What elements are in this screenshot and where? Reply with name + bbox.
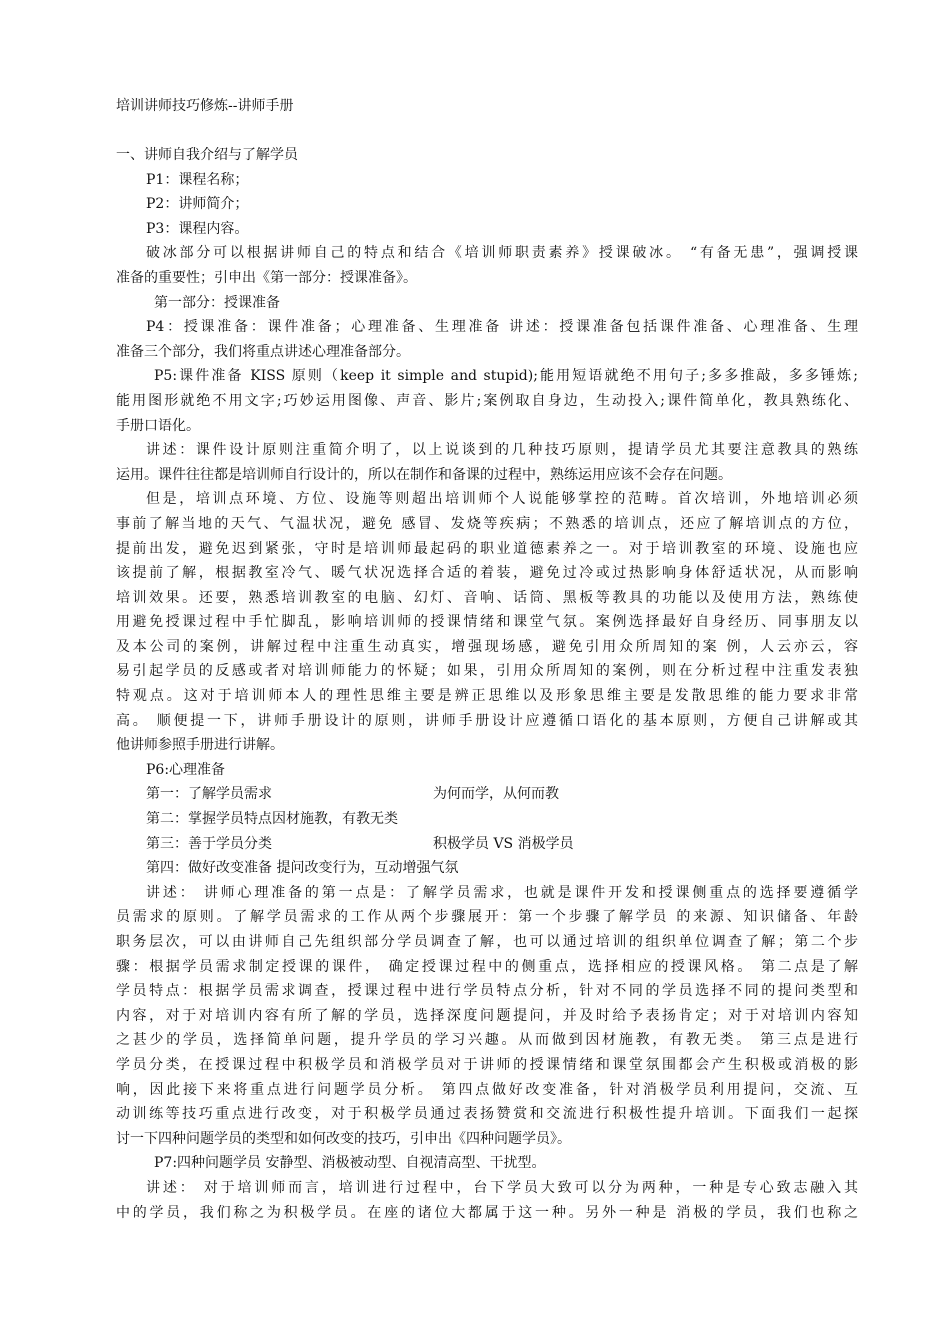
slide-item: P6:心理准备 — [146, 761, 226, 778]
paragraph-line: 准备三个部分，我们将重点讲述心理准备部分。 — [116, 343, 410, 360]
list-item-label: 第三：善于学员分类 — [146, 835, 272, 852]
paragraph-line: 破冰部分可以根据讲师自己的特点和结合《培训师职责素养》授课破冰。 “有备无患”，强调授课 — [146, 245, 858, 262]
paragraph-line: 准备的重要性；引申出《第一部分：授课准备》。 — [116, 269, 417, 286]
paragraph-line: 员需求的原则。了解学员需求的工作从两个步骤展开：第一个步骤了解学员 的来源、知识储备、年龄 — [116, 909, 858, 926]
paragraph-line: 讨一下四种问题学员的类型和如何改变的技巧，引申出《四种问题学员》。 — [116, 1130, 571, 1147]
slide-item: P3：课程内容。 — [146, 220, 249, 237]
document-title: 培训讲师技巧修炼--讲师手册 — [116, 98, 294, 114]
paragraph-line: 中的学员，我们称之为积极学员。在座的诸位大都属于这一种。另外一种是 消极的学员，我们也称之 — [116, 1204, 858, 1221]
paragraph-line: P4：授课准备：课件准备；心理准备、生理准备 讲述：授课准备包括课件准备、心理准备、生理 — [146, 319, 858, 336]
paragraph-line: 讲述： 对于培训师而言，培训进行过程中，台下学员大致可以分为两种，一种是专心致志融入其 — [146, 1179, 858, 1196]
paragraph-line: 骤：根据学员需求制定授课的课件， 确定授课过程中的侧重点，选择相应的授课风格。 第二点是了解 — [116, 958, 858, 975]
slide-item: P1：课程名称； — [146, 171, 249, 188]
part-heading: 第一部分：授课准备 — [154, 294, 280, 311]
paragraph-line: 用避免授课过程中手忙脚乱，影响培训师的授课情绪和课堂气氛。案例选择最好自身经历、同事朋友以 — [116, 614, 858, 631]
list-item: 第二：掌握学员特点因材施教，有教无类 — [146, 811, 398, 828]
paragraph-line: 职务层次，可以由讲师自己先组织部分学员调查了解，也可以通过培训的组织单位调查了解；第二个步 — [116, 934, 858, 950]
document-body — [116, 143, 858, 1225]
list-item: 第四：做好改变准备 提问改变行为，互动增强气氛 — [146, 860, 459, 877]
paragraph-line: 能用图形就绝不用文字;巧妙运用图像、声音、影片;案例取自身边，生动投入;课件简单化，教具熟练化、 — [116, 392, 858, 409]
list-item — [116, 782, 858, 807]
paragraph-line: 培训效果。还要，熟悉培训教室的电脑、幻灯、音响、话筒、黑板等教具的功能以及使用方法，熟练使 — [116, 589, 858, 606]
slide-item: P2：讲师简介； — [146, 196, 249, 213]
paragraph-line: P5:课件准备 KISS 原则（keep it simple and stupid);能用短语就绝不用句子;多多推敲，多多锤炼; — [154, 368, 858, 385]
paragraph-line: 学员分类，在授课过程中积极学员和消极学员对于讲师的授课情绪和课堂氛围都会产生积极或消极的影 — [116, 1056, 858, 1073]
paragraph-line: 事前了解当地的天气、气温状况，避免 感冒、发烧等疾病；不熟悉的培训点，还应了解培训点的方位， — [116, 515, 858, 532]
paragraph-line: 学员特点：根据学员需求调查，授课过程中进行学员特点分析，针对不同的学员选择不同的提问类型和 — [116, 983, 858, 1000]
paragraph-line: 他讲师参照手册进行讲解。 — [116, 737, 284, 754]
paragraph-line: 响，因此接下来将重点进行问题学员分析。 第四点做好改变准备，针对消极学员利用提问，交流、互 — [116, 1081, 858, 1098]
paragraph-line: 之甚少的学员，选择简单问题，提升学员的学习兴趣。从而做到因材施教，有教无类。 第三点是进行 — [116, 1032, 858, 1049]
paragraph-line: 提前出发，避免迟到紧张，守时是培训师最起码的职业道德素养之一。对于培训教室的环境、设施也应 — [116, 540, 858, 557]
list-item-label: 第一：了解学员需求 — [146, 786, 272, 803]
paragraph-line: 该提前了解，根据教室冷气、暖气状况选择合适的着装，避免过冷或过热影响身体舒适状况，从而影响 — [116, 565, 858, 582]
list-item-note: 为何而学，从何而教 — [433, 786, 559, 803]
section-heading: 一、讲师自我介绍与了解学员 — [116, 147, 298, 163]
paragraph-line: 高。 顺便提一下，讲师手册设计的原则，讲师手册设计应遵循口语化的基本原则，方便自己讲解或其 — [116, 712, 858, 729]
paragraph-line: 讲述：课件设计原则注重简介明了，以上说谈到的几种技巧原则，提请学员尤其要注意教具的熟练 — [146, 442, 858, 459]
paragraph-line: 内容，对于对培训内容有所了解的学员，选择深度问题提问，并及时给予表扬肯定；对于对培训内容知 — [116, 1007, 858, 1024]
paragraph-line: 讲述： 讲师心理准备的第一点是：了解学员需求，也就是课件开发和授课侧重点的选择要遵循学 — [146, 884, 858, 901]
paragraph-line: 手册口语化。 — [116, 417, 200, 434]
paragraph-line: 易引起学员的反感或者对培训师能力的怀疑；如果，引用众所周知的案例，则在分析过程中注重发表独 — [116, 663, 858, 680]
paragraph-line: 及本公司的案例，讲解过程中注重生动真实，增强现场感，避免引用众所周知的案 例，人云亦云，容 — [116, 638, 858, 655]
paragraph-line: 动训练等技巧重点进行改变，对于积极学员通过表扬赞赏和交流进行积极性提升培训。下面我们一起探 — [116, 1106, 858, 1123]
list-item — [116, 832, 858, 857]
paragraph-line: 但是，培训点环境、方位、设施等则超出培训师个人说能够掌控的范畴。首次培训，外地培训必须 — [146, 491, 858, 508]
paragraph-line: 运用。课件往往都是培训师自行设计的，所以在制作和备课的过程中，熟练运用应该不会存在问题。 — [116, 466, 732, 483]
slide-item: P7:四种问题学员 安静型、消极被动型、自视清高型、干扰型。 — [154, 1155, 546, 1172]
list-item-note: 积极学员 VS 消极学员 — [433, 835, 574, 852]
paragraph-line: 特观点。这对于培训师本人的理性思维主要是辨正思维以及形象思维主要是发散思维的能力要求非常 — [116, 688, 858, 705]
